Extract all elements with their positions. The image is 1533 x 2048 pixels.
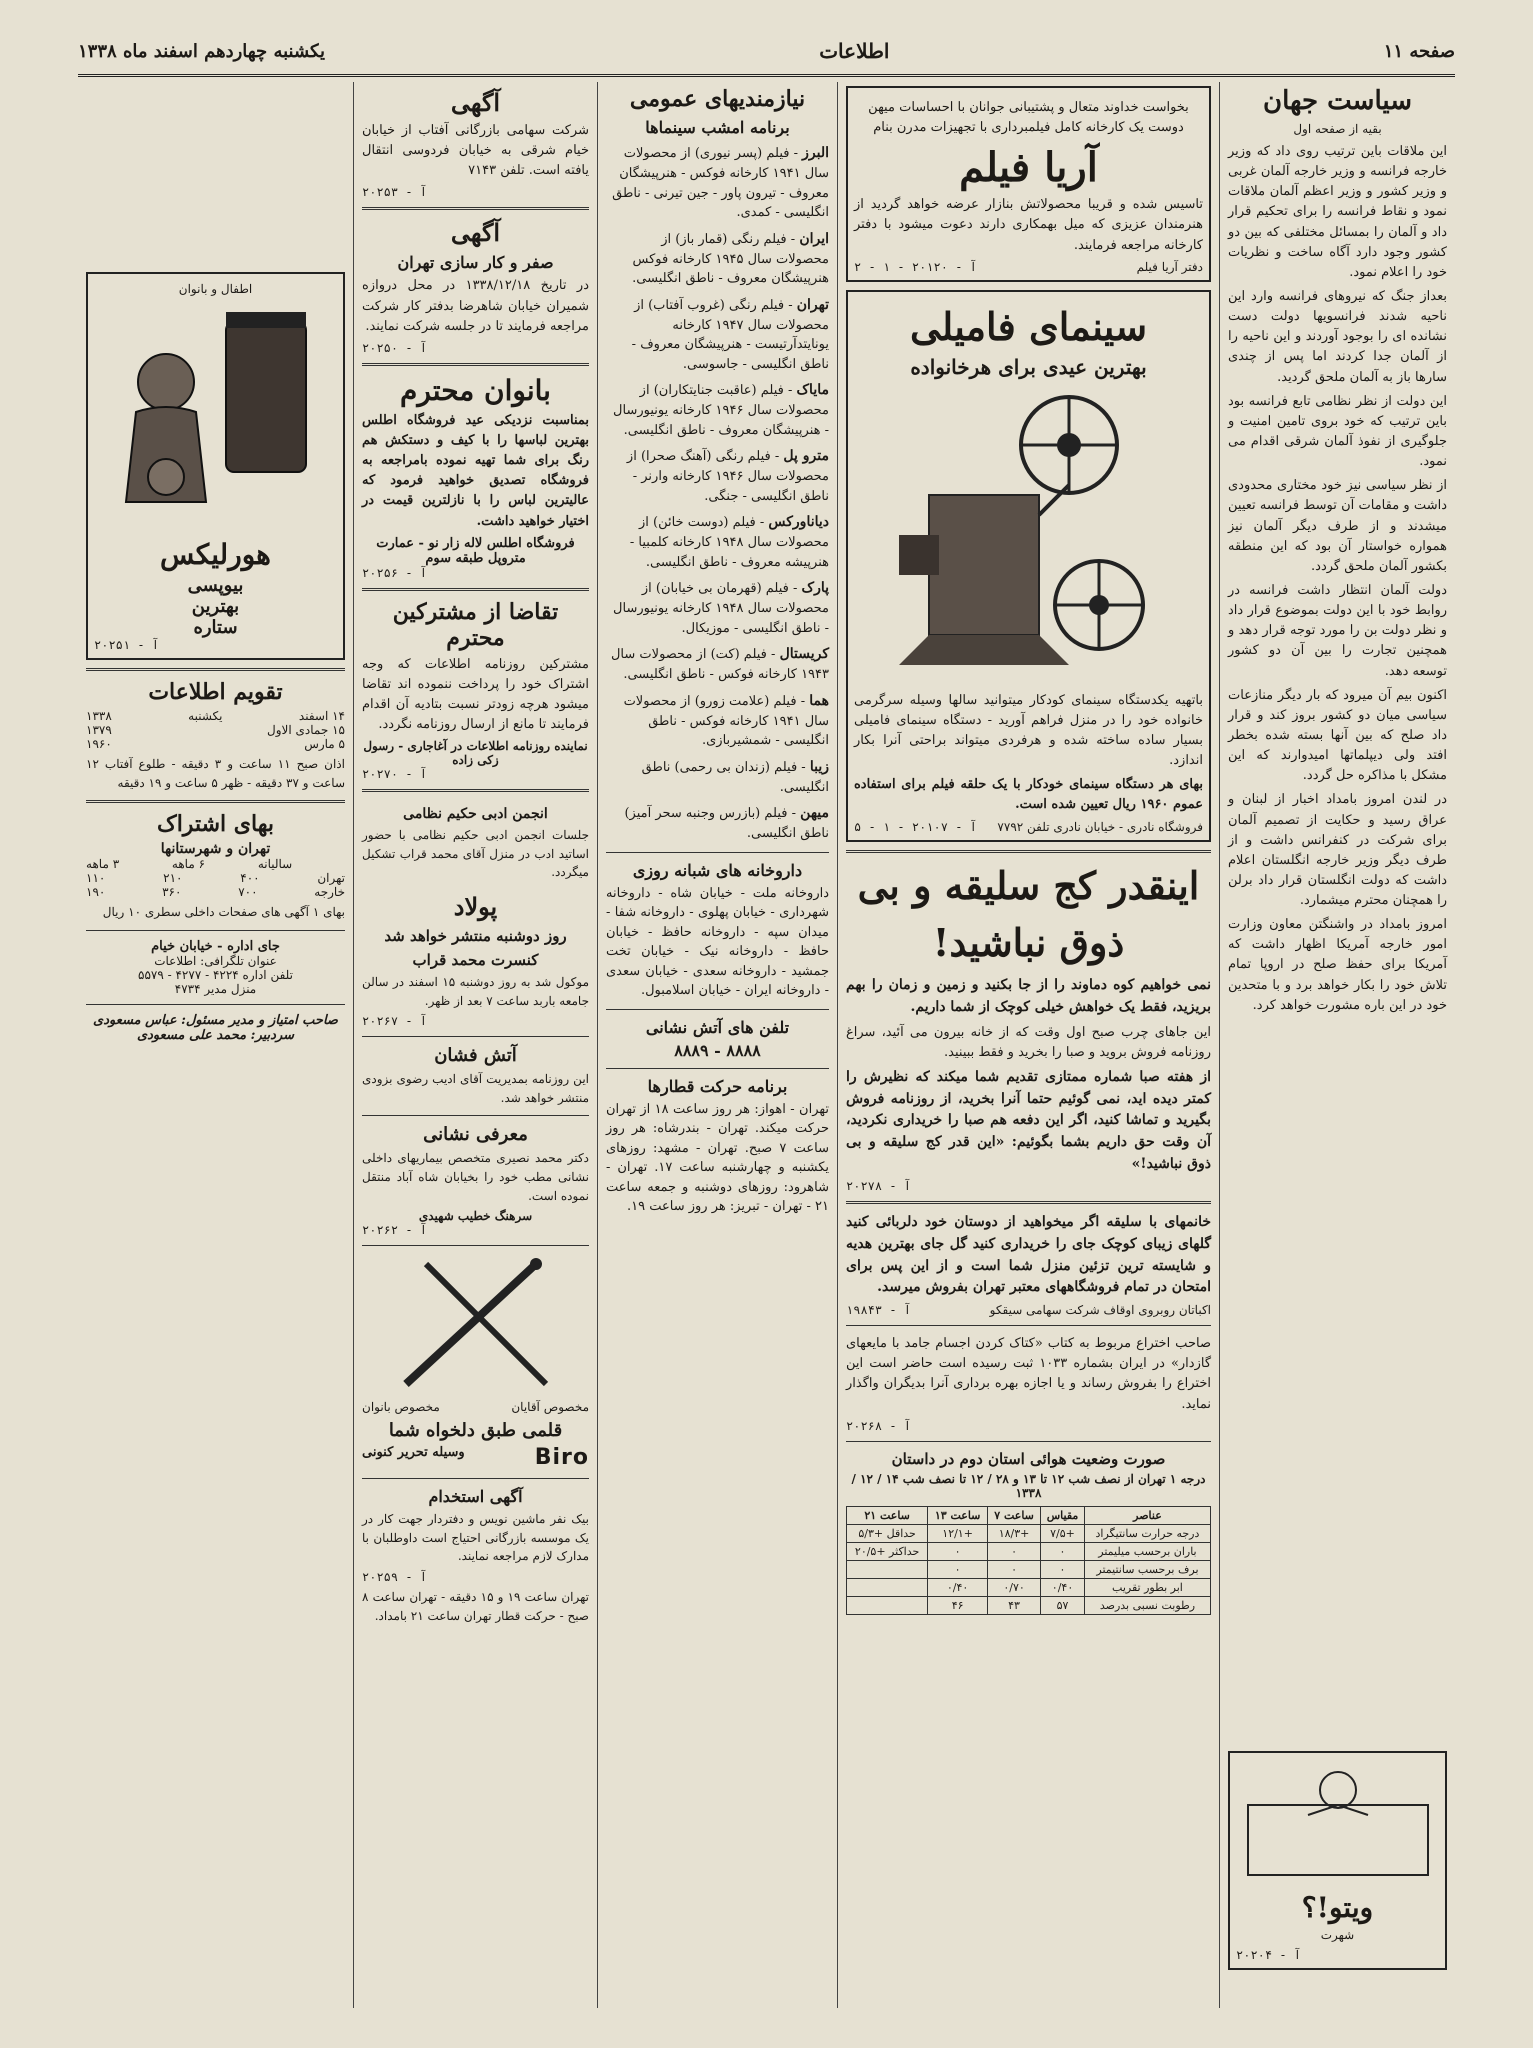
ad-company-name: آریا فیلم [959,144,1098,192]
subs-header: ۶ ماهه [171,857,206,872]
ad-code: آ - ۲۰۲۵۹ [362,1569,428,1584]
cinema-listing: تهران - فیلم رنگی (غروب آفتاب) از محصولات سال ۱۹۴۷ کارخانه یونایتدآرتیست - هنرپیشگان معروف - ناطق انگلیسی - جاسوسی. [631,296,829,372]
weather-report [846,1450,1211,1615]
cinema-text: فیلم (کت) از محصولات سال ۱۹۴۳ کارخانه فوکس - ناطق انگلیسی. [610,647,829,682]
weather-title: صورت وضعیت هوائی استان دوم در داستان [891,1449,1166,1468]
jar-illustration [106,302,326,532]
subs-row [86,885,345,899]
weather-cell: +۷/۵ [1041,1524,1085,1542]
calendar-cell: ۱۵ جمادی الاول [267,723,345,737]
ad-title: هورلیکس [160,538,271,571]
article-paragraph: دولت آلمان انتظار داشت فرانسه در روابط خود با این دولت بموضوع قرار داد و نظر دولت بن را مورد توجه قرار دهد و همچنین تجارت را بین آن دو کشور توسعه دهد. [1228,582,1447,679]
weather-cell: رطوبت نسبی بدرصد [1084,1596,1210,1614]
ad-body: صاحب اختراع مربوط به کتاب «کتاک کردن اجسام جامد با مایعهای گازدار» در ایران بشماره ۱۰۳۳ ثبت رسیده است حاضر است این اختراع را بفروش رساند و یا اجازه بهره برداری آنرا بدیگران واگذار نماید. [846,1336,1212,1412]
weather-cell: ۰ [988,1560,1041,1578]
ad-intro: بخواست خداوند متعال و پشتیبانی جوانان با احساسات میهن دوست یک کارخانه کامل فیلمبرداری با تجهیزات مدرن بنام [868,100,1189,136]
ad-signer: سرهنگ خطیب شهیدی [418,1209,533,1224]
pharmacy-heading: داروخانه های شبانه روزی [632,860,803,880]
subs-header: ۳ ماهه [86,857,120,872]
table-row [847,1524,1211,1542]
table-row [847,1578,1211,1596]
article-paragraph: در لندن امروز بامداد اخبار از لبنان و عراق رسید و حکایت از تصمیم آلمان برای شرکت در کنفرانس داشت و از طرف دیگر وزیر خارجه انگلستان اعلام داشت که دولت انگلستان قرار داد برلن را همچنان محترم میشمارد. [1228,792,1447,909]
column-world-politics [1219,82,1455,2008]
ad-title: آگهی [450,218,501,248]
office-line: عنوان تلگرافی: اطلاعات [154,953,277,968]
ad-subtitle: صفر و کار سازی تهران [397,253,554,273]
trains-list: تهران - اهواز: هر روز ساعت ۱۸ از تهران حرکت میکند. تهران - بندرشاه: هر روز ساعت ۷ صبح. تهران - مشهد: روزهای یکشنبه و چهارشنبه ساعت ۱۷. تهران - شاهرود: روزهای دوشنبه و جمعه ساعت ۲۱ - تهران - تبریز: هر روز ساعت ۱۹. [606,1101,829,1214]
weather-cell: ۰ [928,1542,988,1560]
cinema-name: زیبا [809,758,829,775]
weather-table [846,1506,1211,1615]
ad-code: آ - ۱۹۸۴۳ [846,1303,912,1318]
ad-title: معرفی نشانی [423,1124,528,1146]
cinema-listing: البرز - فیلم (پسر نیوری) از محصولات سال ۱۹۴۱ کارخانه فوکس - هنرپیشگان معروف - تیرون پاور - جین تیرنی - ناطق انگلیسی - کمدی. [612,145,829,220]
article-paragraph: این ملاقات باین ترتیب روی داد که وزیر خارجه فرانسه و وزیر خارجه آلمان غربی و وزیر کشور و وزیر اعظم آلمان ملاقات نمود و نقاط فرانسه را برای تحکیم قرار داد و آلمان را بمسائل مختلفی که بین دو کشور وجود دارد آگاه ساخت و نظریات خود را اعلام نمود. [1228,144,1447,280]
ad-signer: نماینده روزنامه اطلاعات در آغاجاری - رسول زکی زاده [363,739,588,768]
ad-body: این روزنامه بمدیریت آقای ادیب رضوی بزودی منتشر خواهد شد. [362,1072,589,1105]
ad-code: آ - ۲۰۲۵۰ [362,340,428,355]
ad-code: آ - ۲۰۲۷۰ [362,767,428,782]
article-paragraph: از نظر سیاسی نیز خود مختاری محدودی داشت و مقامات آن توسط فرانسه تعیین میشدند و از طرف دیگر آلمان نیز همواره خواستار آن بود که این منطقه بکشور آلمان ملحق گردد. [1228,478,1447,574]
ad-body: خانمهای با سلیقه اگر میخواهید از دوستان خود دلربائی کنید گلهای زیبای کوچک جای را خریداری کنید گل جای بهترین هدیه و شایسته ترین تزئین منزل شما است و از این پس برای امتحان در تمام فروشگاههای معتبر تهران بفروش میرسد. [846,1214,1211,1296]
ad-headline-line1: اینقدر کج سلیقه و بی [857,862,1200,908]
section-title: نیازمندیهای عمومی [629,86,806,112]
cinema-name: مترو پل [783,448,829,464]
calendar-cell: ۱۳۳۸ [86,709,112,723]
calendar-cell: ۱۴ اسفند [298,709,345,723]
weather-header: مقیاس [1041,1506,1085,1524]
cinema-listing: کریستال - فیلم (کت) از محصولات سال ۱۹۴۳ کارخانه فوکس - ناطق انگلیسی. [610,646,829,682]
weather-cell: ۰/۷۰ [988,1578,1041,1596]
editor-signature: سردبیر: محمد علی مسعودی [136,1027,295,1043]
ad-code: آ - ۲۰۲۵۳ [362,185,428,200]
ad-body: شرکت سهامی بازرگانی آفتاب از خیابان خیام شرقی به خیابان فردوسی انتقال یافته است. تلفن ۷۱۴۳ [362,123,589,179]
ad-label: مخصوص بانوان [362,1400,440,1415]
ad-subtitle: وسیله تحریر کنونی [362,1445,465,1461]
weather-cell: برف برحسب سانتیمتر [1084,1560,1210,1578]
weather-cell: +۱۸/۳ [988,1524,1041,1542]
column-notices [353,82,597,2008]
subs-cell: ۲۱۰ [163,871,183,886]
cinema-name: مایاک [796,382,829,398]
weather-cell: ۴۶ [928,1596,988,1614]
ad-title: آگهی [450,88,501,117]
trains-heading: برنامه حرکت قطارها [647,1076,788,1096]
weather-cell: ۰ [1041,1560,1085,1578]
publisher-signature: صاحب امتیاز و مدیر مسئول: عباس مسعودی [93,1012,338,1028]
ad-code: آ - ۲۰۲۰۴ [1236,1948,1302,1962]
ad-body: تاسیس شده و قریبا محصولاتش بنازار عرضه خواهد گردید از هنرمندان عزیزی که میل بهمکاری دارند دعوت میشود با دفتر کارخانه مراجعه فرمایند. [854,197,1203,253]
column-info [78,82,353,2008]
ad-title: پولاد [453,892,498,922]
calendar-title: تقویم اطلاعات [148,679,283,705]
cinema-heading: برنامه امشب سینماها [645,118,790,137]
projector-illustration [869,385,1189,685]
ad-label: مخصوص آقایان [511,1400,589,1415]
weather-header: ساعت ۲۱ [847,1506,928,1524]
ad-body: جلسات انجمن ادبی حکیم نظامی با حضور اساتید ادب در منزل آقای محمد قراب تشکیل میگردد. [362,828,589,880]
table-row [847,1542,1211,1560]
subs-cell: ۱۱۰ [86,871,106,886]
ad-line: بیوپسی [187,575,244,596]
weather-cell: ۰/۴۰ [1041,1578,1085,1596]
article-paragraph: این دولت از نظر نظامی تابع فرانسه بود باین ترتیب که خود بروی تامین امنیت و جلوگیری از نفوذ آلمان شرقی اقدام می نمود. [1228,393,1447,470]
paper-name: اطلاعات [819,39,890,63]
cinema-name: تهران [796,296,829,313]
ad-body: این جاهای چرب صبح اول وقت که از خانه بیرون می آئید، سراغ روزنامه فروش بروید و صبا را بخرید و فقط ببینید. [846,1024,1211,1060]
ad-headline-line2: ذوق نباشید! [932,919,1125,965]
office-title: جای اداره - خیابان خیام [151,938,280,954]
cinema-listing: دیاناورکس - فیلم (دوست خائن) از محصولات سال ۱۹۴۸ کارخانه کلمبیا - هنرپیشه معروف - ناطق انگلیسی. [629,514,829,570]
weather-cell: ۰/۴۰ [928,1578,988,1596]
pen-illustration [386,1254,566,1394]
subs-cell: ۴۰۰ [240,871,260,886]
calendar-row [86,723,345,737]
cinema-name: دیاناورکس [768,514,829,530]
ad-body: مشترکین روزنامه اطلاعات که وجه اشتراک خود را پرداخت ننموده اند تقاضا میشود هرچه زودتر نسبت بتادیه آن اقدام فرمایند تا مانع از ارسال روزنامه نگردد. [362,656,589,733]
ad-office: دفتر آریا فیلم [1136,259,1203,274]
page-number: صفحه ۱۱ [1383,40,1455,62]
ad-code: آ - ۲۰۲۵۶ [362,565,428,580]
cinema-listing: مترو پل - فیلم رنگی (آهنگ صحرا) از محصولات سال ۱۹۴۶ کارخانه وارنر - ناطق انگلیسی - جنگی. [626,448,829,504]
calendar-cell: ۱۳۷۹ [86,723,112,737]
column-public-needs [597,82,837,2008]
subs-header-row [86,857,345,871]
weather-cell: باران برحسب میلیمتر [1084,1542,1210,1560]
cartoon-illustration [1238,1765,1438,1885]
article-title: سیاست جهان [1263,86,1412,116]
weather-cell: ۰ [988,1542,1041,1560]
weather-header: عناصر [1084,1506,1210,1524]
cinema-name: هما [809,692,829,709]
cinema-text: فیلم رنگی (قمار باز) از محصولات سال ۱۹۴۵ کارخانه فوکس هنرپیشگان معروف - ناطق انگلیسی. [632,231,829,286]
cinema-listing: میهن - فیلم (بازرس وجنبه سحر آمیز) ناطق انگلیسی. [624,805,829,841]
calendar-cell: یکشنبه [188,709,223,723]
ad-body: بیک نفر ماشین نویس و دفتردار جهت کار در یک موسسه بازرگانی احتیاج است داوطلبان با مدارک لازم مراجعه نمایند. [362,1512,589,1564]
table-row [847,1596,1211,1614]
calendar-cell: ۵ مارس [304,737,345,751]
ad-title: آگهی استخدام [428,1487,523,1507]
ad-body: از هفته صبا شماره ممتازی تقدیم شما میکند که نظیرش را کمتر دیده اید، نمی گوئیم حتما آنرا بخرید، از روزنامه فروش بگیرید و تماشا کنید، اگر این دفعه هم صبا را خریداری نکردید، آن وقت حق داریم بشما بگوئیم: «این قدر کج سلیقه و بی ذوق نباشید!» [846,1068,1211,1172]
ad-signer: اکباتان روبروی اوقاف شرکت سهامی سیقکو [989,1303,1211,1318]
article-paragraph: امروز بامداد در واشنگتن معاون وزارت امور خارجه آمریکا اظهار داشت که آمریکا برای حفظ صلح در اروپا تمام تلاش خود را بکار خواهد برد و با متحدین خود در این باره مشورت خواهد کرد. [1228,917,1447,1013]
cinema-text: فیلم (عاقبت جنایتکاران) از محصولات سال ۱۹۴۶ کارخانه یونیورسال - هنرپیشگان معروف - ناطق انگلیسی. [613,383,829,438]
ad-title: قلمی طبق دلخواه شما [388,1420,563,1442]
weather-cell: ابر بطور تقریب [1084,1578,1210,1596]
ad-seller: فروشگاه نادری - خیابان نادری تلفن ۷۷۹۲ [997,819,1203,834]
cinema-listing: زیبا - فیلم (زندان بی رحمی) ناطق انگلیسی. [641,758,829,795]
weather-cell: ۴۳ [988,1596,1041,1614]
fire-heading: تلفن های آتش نشانی [645,1017,790,1037]
cinema-text: فیلم رنگی (غروب آفتاب) از محصولات سال ۱۹۴۷ کارخانه یونایتدآرتیست - هنرپیشگان معروف - ناطق انگلیسی - جاسوسی. [631,297,829,372]
ad-price: بهای هر دستگاه سینمای خودکار با یک حلقه فیلم برای استفاده عموم ۱۹۶۰ ریال تعیین شده است. [854,777,1203,813]
cinema-listing: پارک - فیلم (قهرمان بی خیابان) از محصولات سال ۱۹۴۸ کارخانه یونیورسال - ناطق انگلیسی - موزیکال. [613,580,829,636]
ad-title: کنسرت محمد قراب [412,951,539,970]
article-subtitle: بقیه از صفحه اول [1293,122,1382,136]
cinema-text: فیلم رنگی (آهنگ صحرا) از محصولات سال ۱۹۴۶ کارخانه وارنر - ناطق انگلیسی - جنگی. [626,449,829,504]
weather-cell: حداقل +۵/۳ [847,1524,928,1542]
ad-code: آ - ۲۰۲۶۷ [362,1014,428,1029]
cinema-text: فیلم (علامت زورو) از محصولات سال ۱۹۴۱ کارخانه فوکس - ناطق انگلیسی - شمشیربازی. [623,693,829,748]
weather-cell: ۰ [928,1560,988,1578]
subs-title: بهای اشتراک [157,811,274,838]
cartoon-caption: ویتو!؟ [1301,1891,1374,1924]
ad-body: در تاریخ ۱۳۳۸/۱۲/۱۸ در محل دروازه شمیران خیابان شاهرضا بدفتر کار شرکت مراجعه فرمایند تا در جلسه شرکت نمایند. [362,278,589,334]
subs-cell: خارجه [314,885,345,900]
weather-cell: ۵۷ [1041,1596,1085,1614]
ad-label: اطفال و بانوان [178,282,253,296]
weather-cell [847,1596,928,1614]
table-row [847,1560,1211,1578]
cinema-name: ایران [799,230,829,247]
cinema-name: پارک [801,580,829,596]
ad-title: انجمن ادبی حکیم نظامی [403,806,548,823]
subs-header: سالیانه [257,857,293,872]
weather-cell [847,1560,928,1578]
cinema-name: میهن [800,805,829,821]
pharmacy-list: داروخانه ملت - خیابان شاه - داروخانه شهرداری - خیابان پهلوی - داروخانه شفا - میدان سپه - داروخانه حافظ - خیابان حافظ - داروخانه نیک - خیابان تخت جمشید - داروخانه سعدی - خیابان سعدی - داروخانه ایران - خیابان اسلامبول. [606,885,829,998]
ad-body: باتهیه یکدستگاه سینمای کودکار میتوانید سالها وسیله سرگرمی خانواده خود را در منزل فراهم آورید - دستگاه سینمای فامیلی بسیار ساده ساخته شده و هرفردی میتواند براحتی آنرا بکار اندازد. [854,692,1203,769]
weather-subtitle: درجه ۱ تهران از نصف شب ۱۲ تا ۱۳ و ۲۸ / ۱۲ تا نصف شب ۱۴ / ۱۲ / ۱۳۳۸ [851,1471,1206,1500]
ad-aria-film [846,86,1211,282]
ad-title: سینمای فامیلی [909,303,1148,349]
calendar-row [86,709,345,723]
ad-patent [846,1334,1211,1433]
calendar-azan: اذان صبح ۱۱ ساعت و ۳ دقیقه - طلوع آفتاب ۱۲ ساعت و ۳۷ دقیقه - ظهر ۵ ساعت و ۱۹ دقیقه [86,757,346,790]
masthead [78,28,1455,77]
subs-cell: تهران [317,871,345,886]
ad-subtitle: روز دوشنبه منتشر خواهد شد [384,927,567,946]
ad-body: دکتر محمد نصیری متخصص بیماریهای داخلی نشانی مطب خود را بخیابان شاه آباد منتقل نموده است. [362,1151,589,1203]
ad-line: بهترین [191,596,240,617]
cinema-text: فیلم (قهرمان بی خیابان) از محصولات سال ۱۹۴۸ کارخانه یونیورسال - ناطق انگلیسی - موزیکال. [613,581,829,636]
calendar-row [86,737,345,751]
ad-line: ستاره [193,617,238,638]
ad-code: آ - ۲۰۲۶۸ [846,1418,912,1433]
issue-date: یکشنبه چهاردهم اسفند ماه ۱۳۳۸ [78,40,325,62]
ad-code: آ - ۲۰۲۵۱ [94,638,160,652]
ad-code: آ - ۲۰۱۲۰ - ۱ - ۲ [854,259,977,274]
weather-cell: درجه حرارت سانتیگراد [1084,1524,1210,1542]
fire-numbers: ۸۸۸۸ - ۸۸۸۹ [674,1040,761,1060]
cinema-text: فیلم (پسر نیوری) از محصولات سال ۱۹۴۱ کارخانه فوکس - هنرپیشگان معروف - تیرون پاور - جین تیرنی - ناطق انگلیسی - کمدی. [612,146,829,220]
cinema-listing: ایران - فیلم رنگی (قمار باز) از محصولات سال ۱۹۴۵ کارخانه فوکس هنرپیشگان معروف - ناطق انگلیسی. [632,230,829,286]
weather-cell: +۱۲/۱ [928,1524,988,1542]
ad-code: آ - ۲۰۱۰۷ - ۱ - ۵ [854,819,977,834]
cinema-name: البرز [802,145,829,161]
ad-biro-pen [362,1254,589,1470]
ad-family-cinema [846,290,1211,842]
article-paragraph: بعداز جنگ که نیروهای فرانسه وارد این ناحیه شدند فرانسویها دولت دست نشانده ای را بوجود آوردند و این ناحیه را از آلمان جدا کردند اما پس از چندی سارها باز به آلمان ملحق گردید. [1228,288,1447,385]
biro-logo: Biro [534,1445,589,1471]
office-line: تلفن اداره ۴۲۲۴ - ۴۲۷۷ - ۵۵۷۹ [138,967,293,982]
cinema-text: فیلم (دوست خائن) از محصولات سال ۱۹۴۸ کارخانه کلمبیا - هنرپیشه معروف - ناطق انگلیسی. [629,515,829,570]
cinema-name: کریستال [779,646,829,662]
ad-address: فروشگاه اطلس لاله زار نو - عمارت متروپل طبقه سوم [376,535,575,566]
weather-cell: ۰ [1041,1542,1085,1560]
ad-body: موکول شد به روز دوشنبه ۱۵ اسفند در سالن جامعه باربد ساعت ۷ بعد از ظهر. [362,975,589,1008]
ad-body: تهران ساعت ۱۹ و ۱۵ دقیقه - تهران ساعت ۸ صبح - حرکت قطار تهران ساعت ۲۱ بامداد. [362,1589,589,1623]
subs-note: بهای ۱ آگهی های صفحات داخلی سطری ۱۰ ریال [102,905,345,920]
subs-cell: ۱۹۰ [86,885,106,900]
cartoon-label: شهرت [1320,1928,1355,1942]
ad-body: نمی خواهیم کوه دماوند را از جا بکنید و زمین و زمان را بهم بریزید، فقط یک خواهش خیلی کوچک از شما داریم. [846,977,1211,1016]
cinema-listing: هما - فیلم (علامت زورو) از محصولات سال ۱۹۴۱ کارخانه فوکس - ناطق انگلیسی - شمشیربازی. [623,692,829,748]
cinema-text: فیلم (بازرس وجنبه سحر آمیز) ناطق انگلیسی. [624,806,829,841]
ad-code: آ - ۲۰۲۶۲ [362,1223,428,1238]
article-paragraph: اکنون بیم آن میرود که بار دیگر منازعات سیاسی میان دو کشور بروز کند و قرار داد صلح که بین آنها بسته شده بخطر افتد ولی دیپلماتها امیدوارند که این مشکل با مذاکره حل گردد. [1228,687,1447,784]
weather-header: ساعت ۷ [988,1506,1041,1524]
subs-cell: ۷۰۰ [238,885,258,900]
weather-cell: حداکثر +۲۰/۵ [847,1542,928,1560]
ad-title: بانوان محترم [400,373,551,407]
cinema-listing: مایاک - فیلم (عاقبت جنایتکاران) از محصولات سال ۱۹۴۶ کارخانه یونیورسال - هنرپیشگان معروف - ناطق انگلیسی. [613,382,829,438]
cinema-text: فیلم (زندان بی رحمی) ناطق انگلیسی. [641,759,829,795]
weather-cell [847,1578,928,1596]
subs-cell: ۳۶۰ [162,885,182,900]
subs-subtitle: تهران و شهرستانها [160,841,271,858]
calendar-cell: ۱۹۶۰ [86,737,112,751]
ad-saba [846,861,1211,1194]
cartoon-box [1228,1751,1447,1970]
column-advertisements-center [837,82,1219,2008]
subs-row [86,871,345,885]
ad-flowers [846,1212,1211,1317]
ad-body: بمناسبت نزدیکی عید فروشگاه اطلس بهترین لباسها را با کیف و دستکش هم رنگ برای شما تهیه نموده بامراجعه به فروشگاه تصدیق خواهید فرمود که عالیترین لباس را با نازلترین قیمت در اختیار خواهید داشت. [362,412,589,529]
office-line: منزل مدیر ۴۷۳۴ [174,981,257,996]
ad-horlicks [86,272,345,660]
ad-tagline: بهترین عیدی برای هرخانواده [910,354,1147,379]
weather-header: ساعت ۱۳ [928,1506,988,1524]
ad-code: آ - ۲۰۲۷۸ [846,1179,912,1194]
ad-title: آتش فشان [434,1045,517,1067]
ad-title: تقاضا از مشترکین محترم [392,598,559,651]
